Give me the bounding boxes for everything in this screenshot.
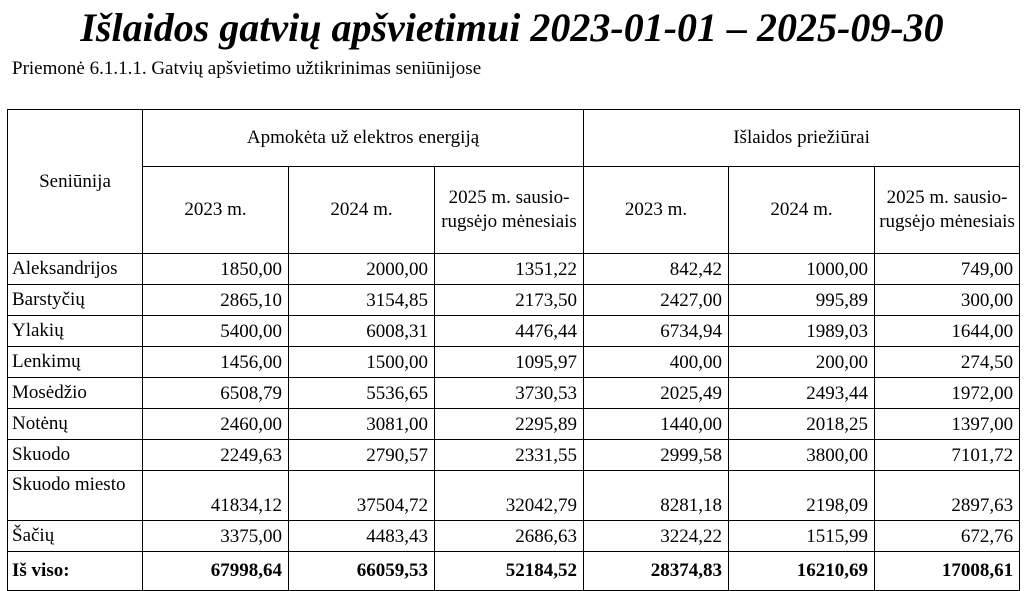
table-row (8, 521, 1020, 552)
header-electricity-2024: 2024 m. (289, 167, 435, 254)
table-row (8, 347, 1020, 378)
cell-value: 995,89 (729, 285, 875, 316)
row-name: Notėnų (8, 409, 143, 440)
total-value: 52184,52 (435, 552, 584, 591)
cell-value: 41834,12 (143, 471, 289, 521)
total-value: 16210,69 (729, 552, 875, 591)
cell-value: 3081,00 (289, 409, 435, 440)
cell-value: 842,42 (584, 254, 729, 285)
cell-value: 1351,22 (435, 254, 584, 285)
table-row (8, 471, 1020, 521)
cell-value: 2295,89 (435, 409, 584, 440)
cell-value: 2427,00 (584, 285, 729, 316)
cell-value: 1095,97 (435, 347, 584, 378)
cell-value: 2249,63 (143, 440, 289, 471)
cell-value: 3224,22 (584, 521, 729, 552)
cell-value: 2897,63 (875, 471, 1020, 521)
cell-value: 1515,99 (729, 521, 875, 552)
row-name: Ylakių (8, 316, 143, 347)
table-row (8, 440, 1020, 471)
cell-value: 672,76 (875, 521, 1020, 552)
row-name: Šačių (8, 521, 143, 552)
total-value: 66059,53 (289, 552, 435, 591)
cell-value: 1972,00 (875, 378, 1020, 409)
cell-value: 5400,00 (143, 316, 289, 347)
cell-value: 2493,44 (729, 378, 875, 409)
total-value: 17008,61 (875, 552, 1020, 591)
row-name: Barstyčių (8, 285, 143, 316)
header-maintenance-2023: 2023 m. (584, 167, 729, 254)
table-row (8, 254, 1020, 285)
cell-value: 6734,94 (584, 316, 729, 347)
cell-value: 3800,00 (729, 440, 875, 471)
total-label: Iš viso: (8, 552, 143, 591)
cell-value: 32042,79 (435, 471, 584, 521)
header-maintenance-2025: 2025 m. sausio-rugsėjo mėnesiais (875, 167, 1020, 254)
header-group-maintenance: Išlaidos priežiūrai (584, 110, 1020, 167)
total-value: 28374,83 (584, 552, 729, 591)
cell-value: 8281,18 (584, 471, 729, 521)
cell-value: 6008,31 (289, 316, 435, 347)
cell-value: 1440,00 (584, 409, 729, 440)
cell-value: 2790,57 (289, 440, 435, 471)
table-row (8, 378, 1020, 409)
cell-value: 1644,00 (875, 316, 1020, 347)
cell-value: 1989,03 (729, 316, 875, 347)
cell-value: 3730,53 (435, 378, 584, 409)
cell-value: 2025,49 (584, 378, 729, 409)
table-row (8, 316, 1020, 347)
row-name: Mosėdžio (8, 378, 143, 409)
header-group-electricity: Apmokėta už elektros energiją (143, 110, 584, 167)
row-name: Skuodo miesto (8, 471, 143, 521)
cell-value: 2999,58 (584, 440, 729, 471)
cell-value: 1000,00 (729, 254, 875, 285)
cell-value: 3375,00 (143, 521, 289, 552)
cell-value: 4476,44 (435, 316, 584, 347)
row-name: Aleksandrijos (8, 254, 143, 285)
cell-value: 300,00 (875, 285, 1020, 316)
page-title: Išlaidos gatvių apšvietimui 2023-01-01 – 2025-09-30 (80, 5, 944, 50)
cell-value: 1500,00 (289, 347, 435, 378)
row-name: Lenkimų (8, 347, 143, 378)
cell-value: 1850,00 (143, 254, 289, 285)
header-maintenance-2024: 2024 m. (729, 167, 875, 254)
cell-value: 1397,00 (875, 409, 1020, 440)
cell-value: 400,00 (584, 347, 729, 378)
total-row (8, 552, 1020, 591)
cell-value: 200,00 (729, 347, 875, 378)
page-subtitle: Priemonė 6.1.1.1. Gatvių apšvietimo užtikrinimas seniūnijose (12, 58, 482, 79)
cell-value: 2000,00 (289, 254, 435, 285)
cell-value: 6508,79 (143, 378, 289, 409)
cell-value: 37504,72 (289, 471, 435, 521)
table-row (8, 409, 1020, 440)
cell-value: 1456,00 (143, 347, 289, 378)
cell-value: 2018,25 (729, 409, 875, 440)
cell-value: 7101,72 (875, 440, 1020, 471)
cell-value: 2173,50 (435, 285, 584, 316)
header-seniunija: Seniūnija (8, 110, 143, 254)
cell-value: 2331,55 (435, 440, 584, 471)
row-name: Skuodo (8, 440, 143, 471)
total-value: 67998,64 (143, 552, 289, 591)
cell-value: 5536,65 (289, 378, 435, 409)
table-row (8, 285, 1020, 316)
cell-value: 2686,63 (435, 521, 584, 552)
cell-value: 2460,00 (143, 409, 289, 440)
cell-value: 274,50 (875, 347, 1020, 378)
cell-value: 2198,09 (729, 471, 875, 521)
cell-value: 749,00 (875, 254, 1020, 285)
header-electricity-2025: 2025 m. sausio-rugsėjo mėnesiais (435, 167, 584, 254)
header-electricity-2023: 2023 m. (143, 167, 289, 254)
cell-value: 4483,43 (289, 521, 435, 552)
cell-value: 2865,10 (143, 285, 289, 316)
expenses-table (7, 109, 1020, 591)
cell-value: 3154,85 (289, 285, 435, 316)
